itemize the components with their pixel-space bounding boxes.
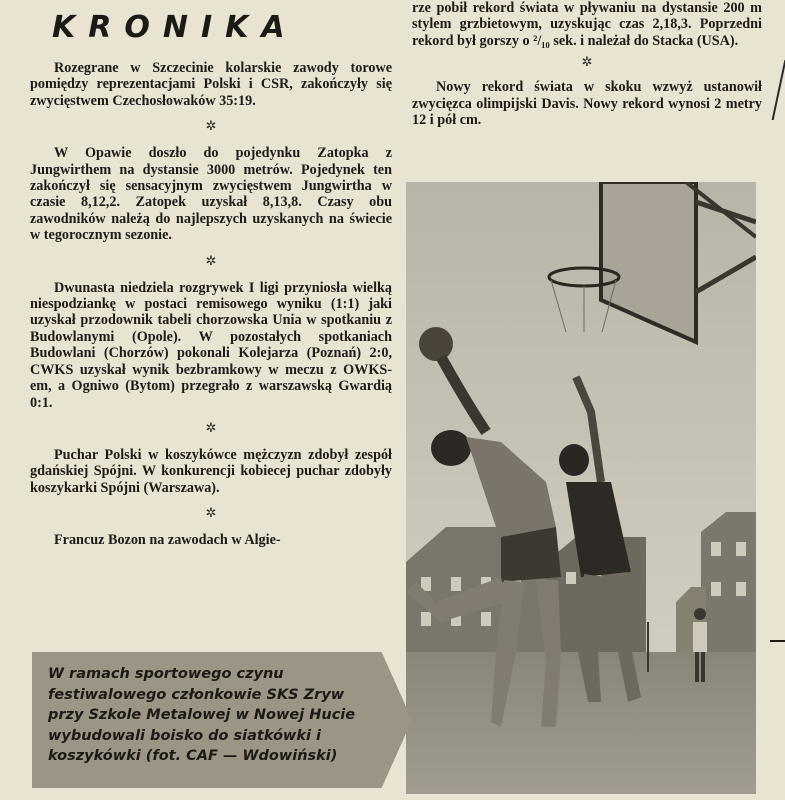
photo-caption: W ramach sportowego czynu festiwalowego członkowie SKS Zryw przy Szkole Metalowej w Nowej Hucie wybudowali boisko do siatkówki i koszykówki (fot. CAF — Wdowiński) [48, 666, 356, 764]
separator-star: ✲ [205, 505, 217, 521]
article-bozon-start: Francuz Bozon na zawodach w Algie- [54, 532, 281, 549]
section-title: KRONIKA [52, 10, 298, 45]
separator-star: ✲ [205, 118, 217, 134]
left-column [30, 60, 392, 549]
article-cycling: Rozegrane w Szczecinie kolarskie zawody torowe pomiędzy reprezentacjami Polski i CSR, zakończyły się zwycięstwem Czechosłowaków 35:19. [30, 60, 392, 109]
separator-star: ✲ [205, 419, 217, 435]
article-high-jump: Nowy rekord świata w skoku wzwyż ustanowił zwycięzca olimpijski Davis. Nowy rekord wynosi 2 metry 12 i pół cm. [412, 79, 762, 129]
basketball-photo [406, 182, 756, 794]
article-basketball-cup: Puchar Polski w koszykówce mężczyzn zdobył zespół gdańskiej Spójni. W konkurencji kobiecej puchar zdobyły koszykarki Spójni (Warszawa). [30, 446, 392, 496]
separator-star: ✲ [205, 252, 217, 268]
article-zatopek: W Opawie doszło do pojedynku Zatopka z Jungwirthem na dystansie 3000 metrów. Pojedynek ten zakończył się sensacyjnym zwycięstwem Jungwirtha w czasie 8,12,2. Zatopek uzyskał 8,13,8. Czasy obu zawodników należą do najlepszych uzyskanych na świecie w tegorocznym sezonie. [30, 145, 392, 244]
right-column [412, 0, 762, 128]
adjacent-column-rule [770, 640, 785, 642]
article-football-league: Dwunasta niedziela rozgrywek I ligi przyniosła wielką niespodziankę w postaci remisowego wyniku (1:1) jaki uzyskał przodownik tabeli chorzowska Unia w spotkaniu z Budowlanymi (Opole). W pozostałych spotkaniach Budowlani (Chorzów) pokonali Kolejarza (Poznań) 2:0, CWKS uzyskał wynik bezbramkowy w meczu z OWKS-em, a Ogniwo (Bytom) przegrało z warszawską Gwardią 0:1. [30, 279, 392, 411]
separator-star: ✲ [581, 54, 593, 70]
article-bozon-continued: rze pobił rekord świata w pływaniu na dystansie 200 m stylem grzbietowym, uzyskując czas 2,18,3. Poprzedni rekord był gorszy o ²/₁₀ sek. i należał do Stacka (USA). [412, 0, 762, 49]
adjacent-column-edge [772, 60, 785, 120]
basketball-photo-image [406, 182, 756, 794]
